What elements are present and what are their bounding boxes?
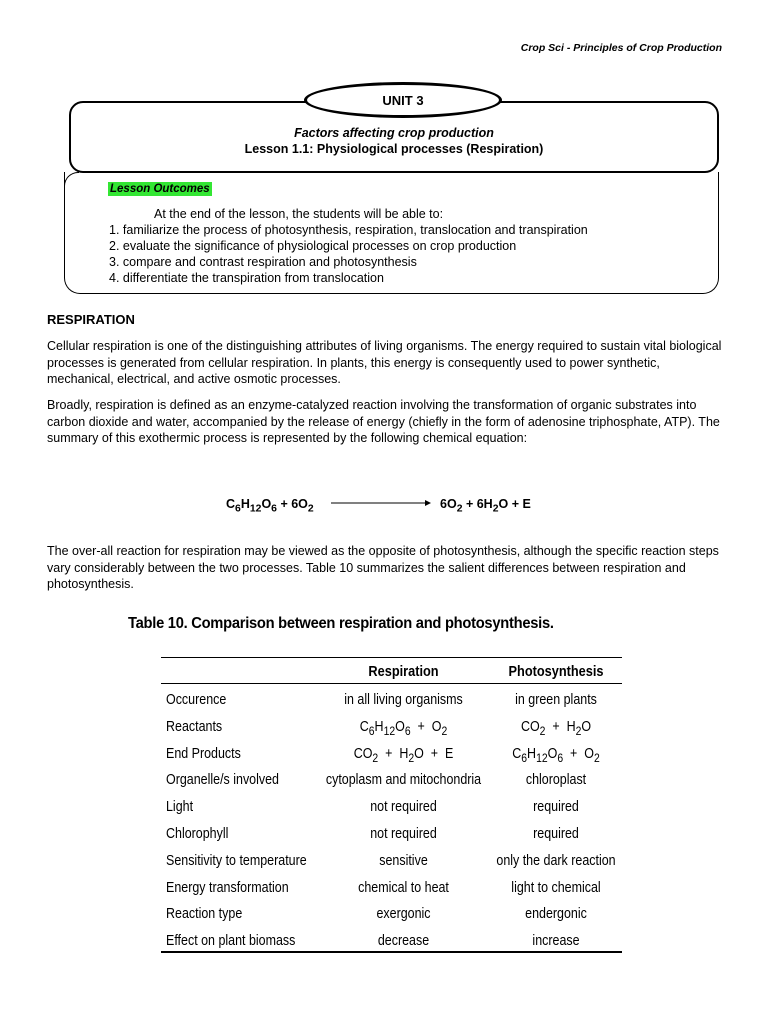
outcomes-title: Lesson Outcomes [110,183,210,195]
reaction-arrow-icon [331,498,431,508]
respiration-cell: $C_6H_{12}O_6 + O_2$ [359,718,448,738]
respiration-cell: in all living organisms [344,692,463,708]
table-row [161,794,622,821]
table-row [161,687,622,714]
photosynthesis-cell: $C_6H_{12}O_6 + O_2$ [512,745,600,765]
equation-products: $6O_2 + 6H_2O + E$ [440,497,531,515]
respiration-cell: not required [370,799,437,816]
equation-reactants: $C_6H_{12}O_6 + 6O_2$ [226,497,314,515]
outcomes-list [109,222,588,286]
row-label: End Products [166,745,241,762]
unit-subtitle: Factors affecting crop production [294,126,494,140]
table-caption: Table 10. Comparison between respiration and photosynthesis. [128,615,554,632]
photosynthesis-cell: required [533,799,579,816]
photosynthesis-cell: chloroplast [525,772,587,789]
table-row [161,848,622,875]
table-row [161,875,622,902]
row-label: Energy transformation [166,879,289,896]
table-header-respiration: Respiration [368,663,439,680]
outcome-item: 3. compare and contrast respiration and photosynthesis [109,255,417,269]
paragraph-1: Cellular respiration is one of the distinguishing attributes of living organisms. The energy required to sustain vital biological processes is generated from cellular respiration. In plants, this energy is consequently used to power synthetic, mechanical, electrical, and active osmotic processes. [47,339,722,386]
outcome-item: 4. differentiate the transpiration from translocation [109,271,384,285]
table-top-rule [161,657,622,658]
row-label: Reaction type [166,906,243,923]
chemical-equation [211,478,531,528]
respiration-cell: sensitive [379,852,428,869]
section-title: RESPIRATION [47,312,135,327]
paragraph-3: The over-all reaction for respiration may be viewed as the opposite of photosynthesis, although the specific reaction steps vary considerably between the two processes. Table 10 summarizes the salient differences between respiration and photosynthesis. [47,544,719,591]
photosynthesis-cell: endergonic [525,906,587,923]
outcomes-intro: At the end of the lesson, the students will be able to: [154,207,444,221]
table-header-photosynthesis: Photosynthesis [508,663,604,680]
row-label: Chlorophyll [166,826,229,842]
photosynthesis-cell: only the dark reaction [496,852,616,869]
table-row [161,741,622,768]
table-bottom-rule [161,951,622,953]
running-header: Crop Sci - Principles of Crop Production [520,42,722,54]
table-row [161,821,622,848]
photosynthesis-cell: $CO_2 + H_2O$ [520,718,592,738]
row-label: Sensitivity to temperature [166,852,307,869]
respiration-cell: decrease [377,933,430,950]
table-row [161,714,622,741]
photosynthesis-cell: in green plants [515,692,597,708]
row-label: Organelle/s involved [166,772,279,789]
respiration-cell: cytoplasm and mitochondria [325,772,482,789]
respiration-cell: chemical to heat [358,879,449,896]
outcome-item: 1. familiarize the process of photosynthesis, respiration, translocation and transpiration [109,223,588,237]
photosynthesis-cell: light to chemical [511,879,601,896]
table-header-rule [161,683,622,684]
respiration-cell: $CO_2 + H_2O + E$ [353,745,454,765]
row-label: Reactants [166,718,223,735]
outcome-item: 2. evaluate the significance of physiological processes on crop production [109,239,517,253]
respiration-cell: not required [370,826,437,842]
photosynthesis-cell: required [533,826,579,842]
lesson-title: Lesson 1.1: Physiological processes (Respiration) [244,142,544,156]
row-label: Occurence [166,692,227,708]
unit-label: UNIT 3 [304,82,502,118]
paragraph-2: Broadly, respiration is defined as an enzyme-catalyzed reaction involving the transformation of organic substrates into carbon dioxide and water, accompanied by the release of energy (chiefly in the form of adenosine triphosphate, ATP). The summary of this exothermic process is represented by the following chemical equation: [47,398,720,445]
respiration-cell: exergonic [376,906,431,923]
table-row [161,901,622,928]
table-row [161,767,622,794]
row-label: Effect on plant biomass [166,933,296,950]
row-label: Light [166,799,194,816]
photosynthesis-cell: increase [532,933,580,950]
